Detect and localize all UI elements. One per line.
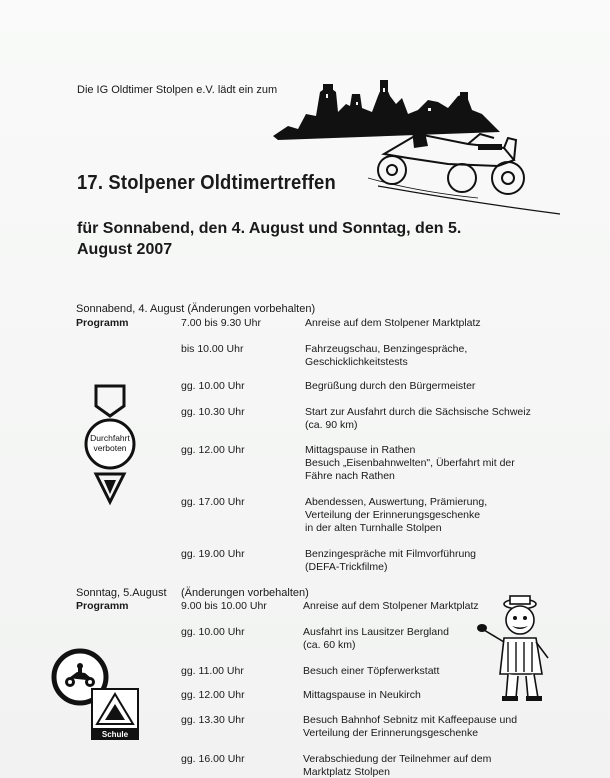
schedule-description-line: (ca. 90 km) <box>305 419 358 431</box>
schedule-description <box>303 753 563 778</box>
sign-text-line1: Durchfahrt <box>90 433 130 443</box>
schedule-description <box>305 380 565 393</box>
schedule-description <box>305 406 565 432</box>
schedule-description-line: Besuch Bahnhof Sebnitz mit Kaffeepause und <box>303 714 518 726</box>
schedule-description-line: Ausfahrt ins Lausitzer Bergland <box>303 626 449 638</box>
day2-heading-note: (Änderungen vorbehalten) <box>181 587 309 599</box>
schedule-description <box>305 317 565 330</box>
schedule-time: gg. 12.00 Uhr <box>181 444 245 456</box>
schedule-description <box>303 714 563 740</box>
schedule-description-line: Marktplatz Stolpen <box>303 766 390 778</box>
schedule-description-line: Begrüßung durch den Bürgermeister <box>305 380 476 392</box>
schedule-description-line: in der alten Turnhalle Stolpen <box>305 522 442 534</box>
schedule-description <box>305 444 565 483</box>
schedule-time: 9.00 bis 10.00 Uhr <box>181 600 267 612</box>
schedule-time: gg. 11.00 Uhr <box>181 665 244 677</box>
sign-text-line2: verboten <box>93 443 127 453</box>
schedule-description <box>305 496 565 535</box>
schedule-description-line: Verteilung der Erinnerungsgeschenke <box>305 509 481 521</box>
cartoon-man-illustration <box>470 594 556 704</box>
schedule-description-line: Benzingespräche mit Filmvorführung <box>305 548 476 560</box>
schedule-time: gg. 10.00 Uhr <box>181 626 245 638</box>
schedule-description-line: Besuch „Eisenbahnwelten", Überfahrt mit der <box>305 457 515 469</box>
schedule-time: gg. 17.00 Uhr <box>181 496 245 508</box>
schedule-description-line: Mittagspause in Rathen <box>305 444 416 456</box>
schedule-time: gg. 10.00 Uhr <box>181 380 245 392</box>
event-title: 17. Stolpener Oldtimertreffen <box>77 172 336 194</box>
intro-text: Die IG Oldtimer Stolpen e.V. lädt ein zum <box>77 84 278 96</box>
schedule-time: bis 10.00 Uhr <box>181 343 244 355</box>
schedule-time: gg. 19.00 Uhr <box>181 548 245 560</box>
schedule-description-line: Start zur Ausfahrt durch die Sächsische Schweiz <box>305 406 531 418</box>
day1-program-label: Programm <box>76 317 129 329</box>
schedule-time: gg. 12.00 Uhr <box>181 689 245 701</box>
event-subtitle: für Sonnabend, den 4. August und Sonntag, den 5. August 2007 <box>77 220 462 258</box>
schedule-description-line: Anreise auf dem Stolpener Marktplatz <box>303 600 479 612</box>
schedule-description-line: Geschicklichkeitstests <box>305 356 408 368</box>
schedule-description-line: Verabschiedung der Teilnehmer auf dem <box>303 753 492 765</box>
schedule-description <box>305 343 565 369</box>
schedule-description-line: Abendessen, Auswertung, Prämierung, <box>305 496 488 508</box>
day1-heading: Sonnabend, 4. August (Änderungen vorbehalten) <box>76 303 316 315</box>
schedule-description-line: Mittagspause in Neukirch <box>303 689 421 701</box>
schule-label: Schule <box>101 730 129 739</box>
day2-program-label: Programm <box>76 600 129 612</box>
schedule-description-line: (DEFA-Trickfilme) <box>305 561 388 573</box>
day2-heading-day: Sonntag, 5.August <box>76 587 167 599</box>
castle-car-illustration <box>268 74 568 224</box>
schedule-description-line: Besuch einer Töpferwerkstatt <box>303 665 440 677</box>
schedule-description-line: Verteilung der Erinnerungsgeschenke <box>303 727 479 739</box>
schedule-time: gg. 16.00 Uhr <box>181 753 245 765</box>
schedule-description-line: (ca. 60 km) <box>303 639 356 651</box>
schedule-description-line: Fähre nach Rathen <box>305 470 395 482</box>
schedule-time: gg. 10.30 Uhr <box>181 406 245 418</box>
schedule-description-line: Fahrzeugschau, Benzingespräche, <box>305 343 468 355</box>
schule-sign <box>91 688 139 740</box>
schedule-description-line: Anreise auf dem Stolpener Marktplatz <box>305 317 481 329</box>
durchfahrt-verboten-sign <box>82 384 138 506</box>
schedule-time: gg. 13.30 Uhr <box>181 714 245 726</box>
schedule-time: 7.00 bis 9.30 Uhr <box>181 317 261 329</box>
schedule-description <box>305 548 565 574</box>
